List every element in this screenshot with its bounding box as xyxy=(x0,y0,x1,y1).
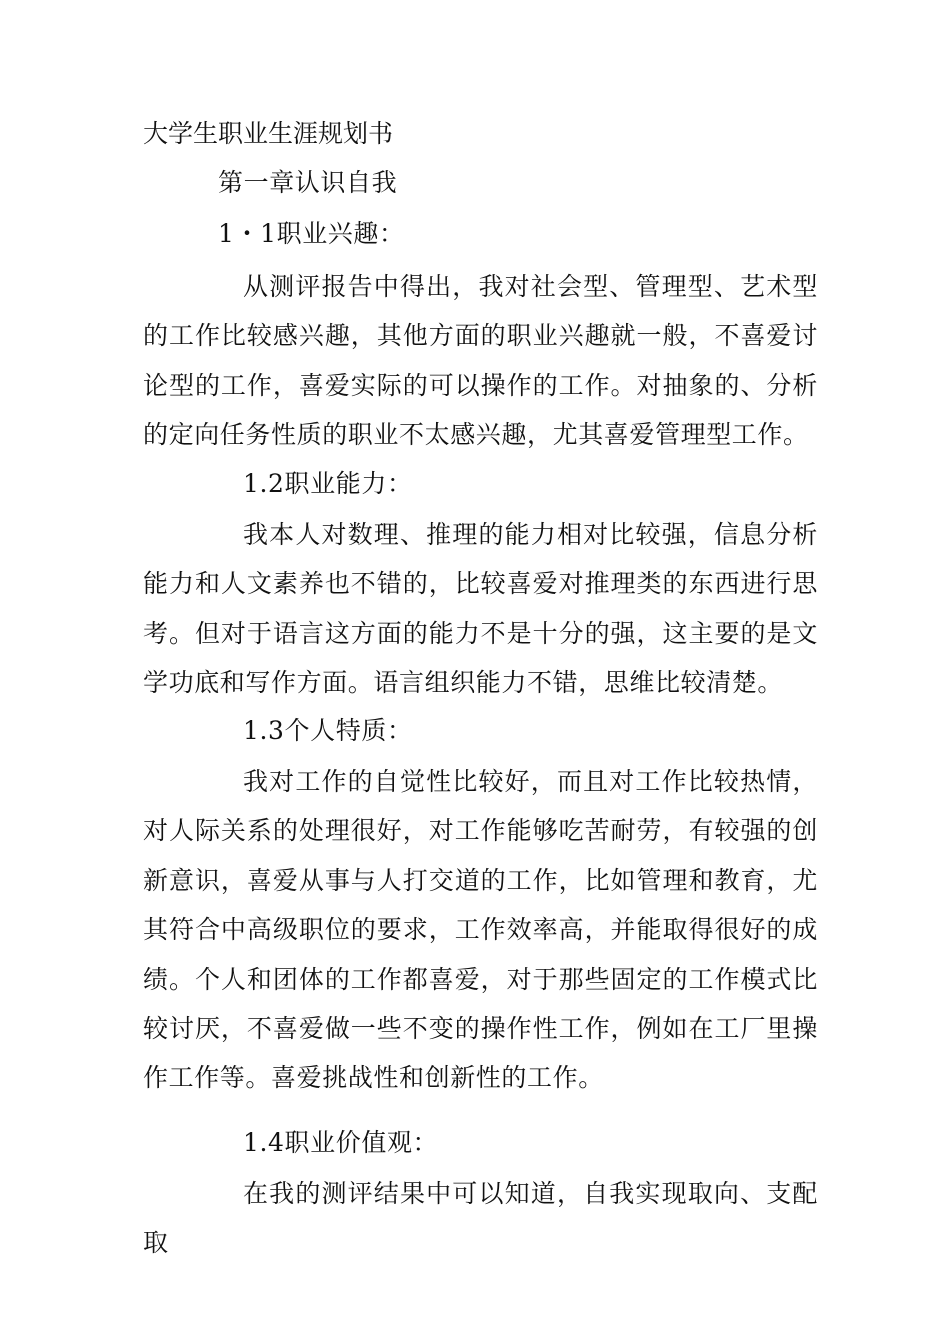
section-heading-ability: 1.2职业能力： xyxy=(243,469,413,498)
document-title: 大学生职业生涯规划书 xyxy=(143,119,394,148)
section-body-traits: 我对工作的自觉性比较好，而且对工作比较热情，对人际关系的处理很好，对工作能够吃苦耐劳，有较强的创新意识，喜爱从事与人打交道的工作，比如管理和教育，尤其符合中高级职位的要求，工作效率高，并能取得很好的成绩。个人和团体的工作都喜爱，对于那些固定的工作模式比较讨厌，不喜爱做一些不变的操作性工作，例如在工厂里操作工作等。喜爱挑战性和创新性的工作。 xyxy=(143,767,818,1093)
section-heading-interest: 1・1职业兴趣： xyxy=(218,219,405,248)
chapter-heading: 第一章认识自我 xyxy=(218,168,398,197)
section-body-interest: 从测评报告中得出，我对社会型、管理型、艺术型的工作比较感兴趣，其他方面的职业兴趣就一般，不喜爱讨论型的工作，喜爱实际的可以操作的工作。对抽象的、分析的定向任务性质的职业不太感兴趣，尤其喜爱管理型工作。 xyxy=(143,272,818,450)
section-body-ability: 我本人对数理、推理的能力相对比较强，信息分析能力和人文素养也不错的，比较喜爱对推理类的东西进行思考。但对于语言这方面的能力不是十分的强，这主要的是文学功底和写作方面。语言组织能力不错，思维比较清楚。 xyxy=(143,520,818,698)
section-heading-values: 1.4职业价值观： xyxy=(243,1128,439,1157)
section-heading-traits: 1.3个人特质： xyxy=(243,716,413,745)
section-body-values: 在我的测评结果中可以知道，自我实现取向、支配取 xyxy=(143,1179,818,1258)
